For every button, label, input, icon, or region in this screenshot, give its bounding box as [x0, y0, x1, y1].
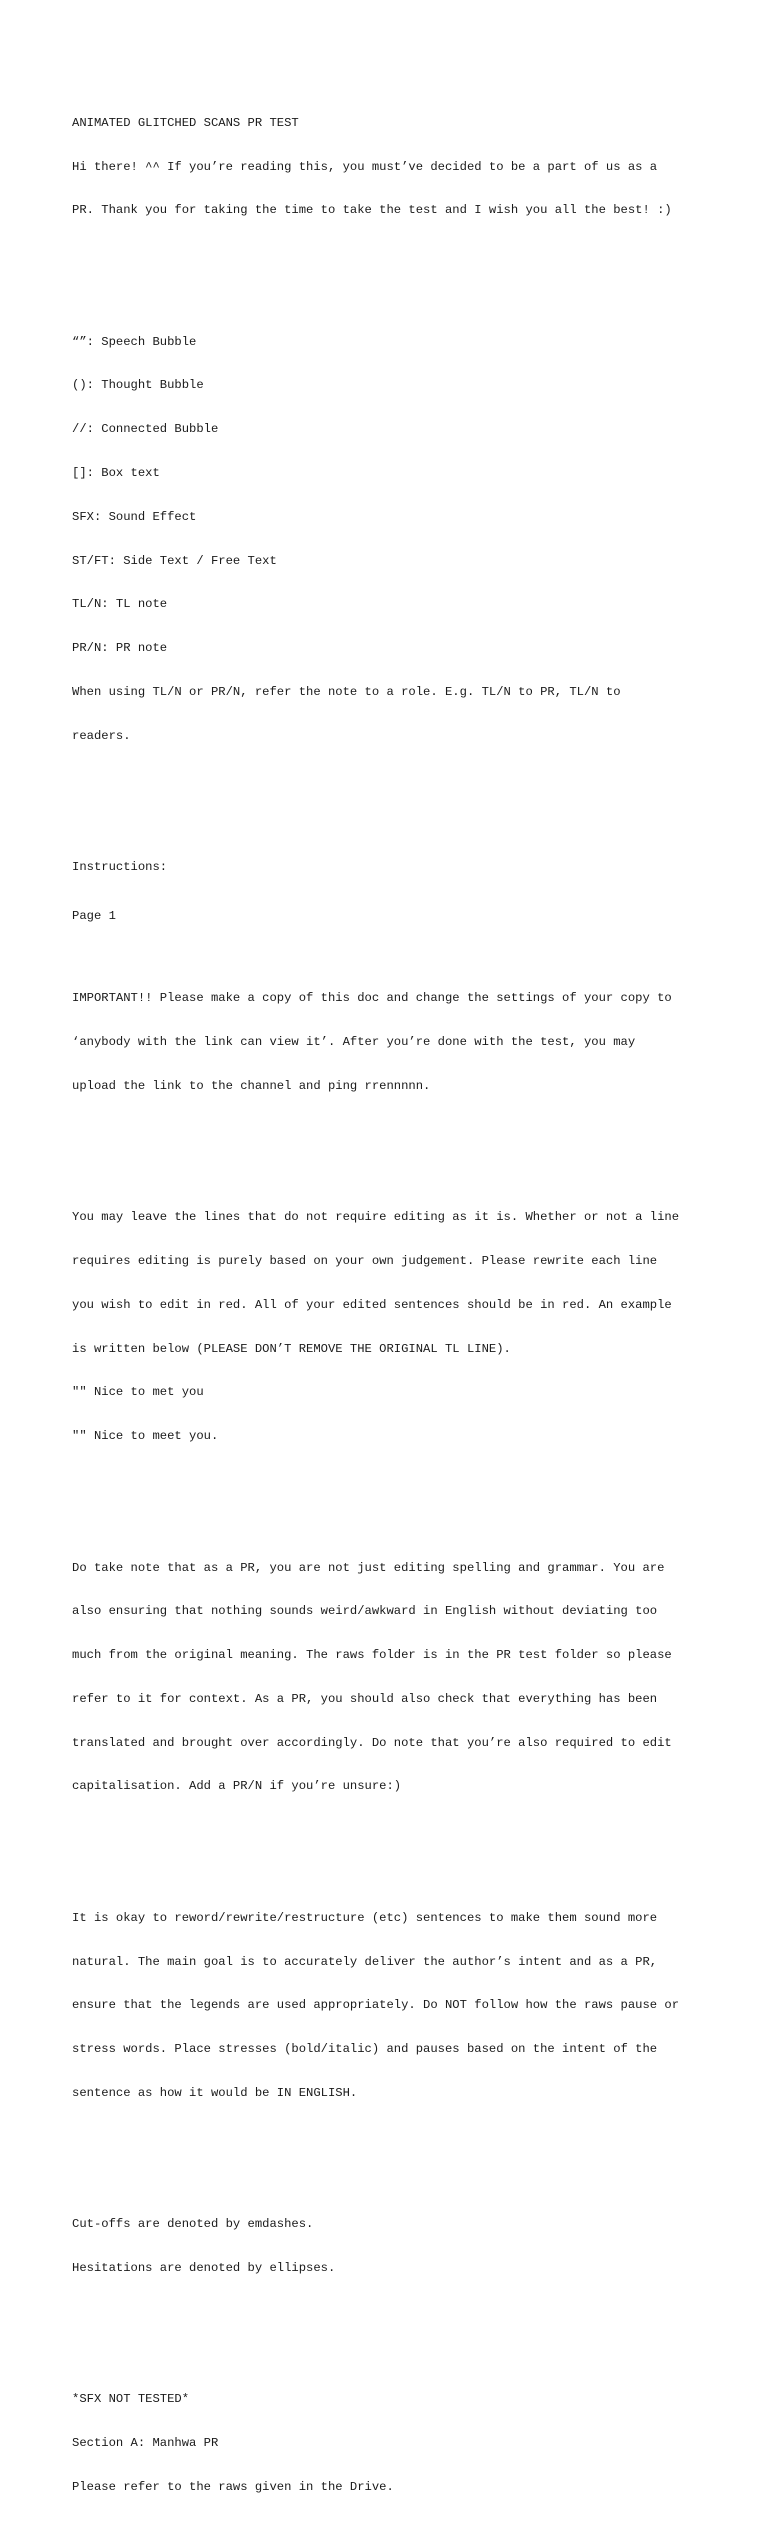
instructions-heading: Instructions: — [72, 860, 168, 875]
legend-line: (): Thought Bubble — [72, 378, 204, 393]
paragraph-gap — [72, 2319, 712, 2348]
pr-note-line: refer to it for context. As a PR, you should also check that everything has been — [72, 1691, 658, 1706]
paragraph-gap — [72, 787, 712, 816]
paragraph-gap — [72, 1488, 712, 1517]
reword-line: ensure that the legends are used appropriately. Do NOT follow how the raws pause or — [72, 1998, 680, 2013]
legend-line: SFX: Sound Effect — [72, 509, 197, 524]
paragraph-gap — [72, 262, 712, 291]
legend-line: ST/FT: Side Text / Free Text — [72, 553, 277, 568]
pr-note-line: Do take note that as a PR, you are not just editing spelling and grammar. You are — [72, 1560, 665, 1575]
legend-line: “”: Speech Bubble — [72, 334, 197, 349]
editing-line: You may leave the lines that do not require editing as it is. Whether or not a line — [72, 1210, 680, 1225]
important-line: upload the link to the channel and ping rrennnnn. — [72, 1078, 431, 1093]
legend-line: readers. — [72, 728, 131, 743]
notation-line: Cut-offs are denoted by emdashes. — [72, 2217, 314, 2232]
reword-line: sentence as how it would be IN ENGLISH. — [72, 2085, 358, 2100]
section-heading: Section A: Manhwa PR — [72, 2436, 219, 2451]
paragraph-gap — [72, 918, 712, 947]
important-line: ‘anybody with the link can view it’. After you’re done with the test, you may — [72, 1035, 636, 1050]
pr-note-line: capitalisation. Add a PR/N if you’re unsure:) — [72, 1779, 402, 1794]
example-edited-line: "" Nice to meet you. — [72, 1429, 219, 1444]
intro-line: PR. Thank you for taking the time to take the test and I wish you all the best! :) — [72, 203, 672, 218]
editing-line: you wish to edit in red. All of your edited sentences should be in red. An example — [72, 1297, 672, 1312]
pr-note-line: also ensuring that nothing sounds weird/awkward in English without deviating too — [72, 1604, 658, 1619]
reword-line: It is okay to reword/rewrite/restructure (etc) sentences to make them sound more — [72, 1910, 658, 1925]
notation-line: Hesitations are denoted by ellipses. — [72, 2261, 336, 2276]
legend-line: []: Box text — [72, 466, 160, 481]
legend-line: When using TL/N or PR/N, refer the note to a role. E.g. TL/N to PR, TL/N to — [72, 684, 621, 699]
pr-note-line: translated and brought over accordingly. Do note that you’re also required to edit — [72, 1735, 672, 1750]
page-number: Page 1 — [72, 909, 116, 923]
document-title: ANIMATED GLITCHED SCANS PR TEST — [72, 115, 299, 130]
paragraph-gap — [72, 2144, 712, 2173]
example-original-line: "" Nice to met you — [72, 1385, 204, 1400]
section-instruction: Please refer to the raws given in the Drive. — [72, 2479, 394, 2494]
intro-line: Hi there! ^^ If you’re reading this, you must’ve decided to be a part of us as a — [72, 159, 658, 174]
legend-line: //: Connected Bubble — [72, 422, 219, 437]
sfx-note: *SFX NOT TESTED* — [72, 2392, 190, 2407]
pr-note-line: much from the original meaning. The raws folder is in the PR test folder so please — [72, 1648, 672, 1663]
document-body — [72, 72, 712, 2538]
reword-line: natural. The main goal is to accurately deliver the author’s intent and as a PR, — [72, 1954, 658, 1969]
paragraph-gap — [72, 1137, 712, 1166]
important-line: IMPORTANT!! Please make a copy of this doc and change the settings of your copy to — [72, 991, 672, 1006]
legend-line: TL/N: TL note — [72, 597, 168, 612]
legend-line: PR/N: PR note — [72, 641, 168, 656]
paragraph-gap — [72, 1838, 712, 1867]
editing-line: is written below (PLEASE DON’T REMOVE THE ORIGINAL TL LINE). — [72, 1341, 511, 1356]
reword-line: stress words. Place stresses (bold/italic) and pauses based on the intent of the — [72, 2042, 658, 2057]
editing-line: requires editing is purely based on your own judgement. Please rewrite each line — [72, 1254, 658, 1269]
